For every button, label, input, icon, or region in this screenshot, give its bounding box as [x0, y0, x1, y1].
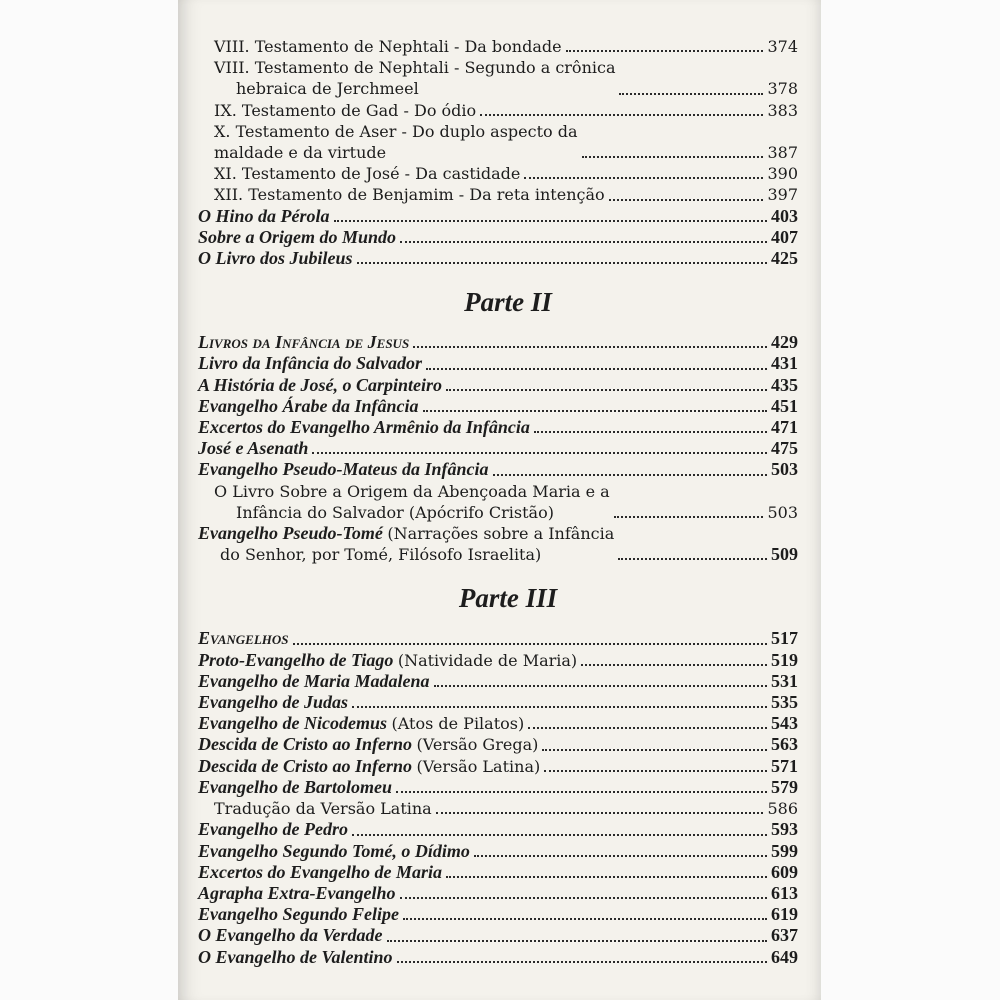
toc-entry-title: Evangelho Segundo Tomé, o Dídimo — [198, 840, 470, 861]
toc-entry-page: 383 — [767, 100, 798, 120]
toc-entry-title: Excertos do Evangelho Armênio da Infância — [198, 417, 530, 438]
toc-entry-title: Evangelho de Bartolomeu — [198, 776, 393, 797]
toc-entry-page: 425 — [771, 248, 798, 269]
toc-entry-title: O Hino da Pérola — [198, 205, 330, 226]
toc-entry — [198, 248, 798, 269]
toc-entry-title: Tradução da Versão Latina — [214, 799, 432, 819]
leader-dots — [618, 558, 767, 560]
toc-entry — [198, 227, 798, 248]
leader-dots — [582, 156, 764, 158]
toc-entry — [198, 947, 798, 968]
leader-dots — [609, 199, 764, 201]
leader-dots — [403, 918, 767, 920]
toc-entry-title: Livros da Infância de Jesus — [198, 332, 410, 353]
leader-dots — [619, 93, 763, 95]
toc-entry-title: O Evangelho da Verdade — [198, 925, 383, 946]
toc-entry-page: 429 — [771, 332, 798, 353]
leader-dots — [446, 876, 767, 878]
toc-entry-page: 519 — [771, 649, 798, 670]
leader-dots — [400, 241, 767, 243]
toc-entry — [198, 798, 798, 819]
toc-entry-title: Evangelho de Pedro — [198, 819, 348, 840]
toc-entry — [198, 862, 798, 883]
toc-entry-title: O Livro Sobre a Origem da Abençoada Maria e a — [214, 481, 610, 501]
leader-dots — [542, 749, 767, 751]
toc-entry — [198, 756, 798, 777]
leader-dots — [357, 262, 767, 264]
toc-entry-title: Evangelho de Nicodemus — [198, 713, 387, 734]
toc-entry-description: (Versão Latina) — [416, 756, 541, 776]
toc-entry-title: Evangelho Árabe da Infância — [198, 395, 419, 416]
toc-entry-page: 435 — [771, 374, 798, 395]
toc-entry-title: Proto-Evangelho de Tiago — [198, 649, 394, 670]
toc-entry — [198, 650, 798, 671]
leader-dots — [544, 770, 767, 772]
toc-entry — [198, 353, 798, 374]
toc-entry-page: 619 — [771, 904, 798, 925]
toc-entry — [198, 713, 798, 734]
toc-entry — [198, 777, 798, 798]
toc-entry-page: 503 — [771, 459, 798, 480]
toc-entry-title: Livro da Infância do Salvador — [198, 353, 423, 374]
toc-entry — [198, 57, 798, 99]
toc-entry-title: Agrapha Extra-Evangelho — [198, 882, 396, 903]
leader-dots — [387, 940, 768, 942]
toc-entry-page: 517 — [771, 628, 798, 649]
toc-entry-title: Descida de Cristo ao Inferno — [198, 755, 413, 776]
part-heading: Parte III — [458, 583, 558, 614]
leader-dots — [581, 664, 767, 666]
toc-entry — [198, 692, 798, 713]
leader-dots — [614, 516, 764, 518]
toc-entry-title: X. Testamento de Aser - Do duplo aspecto da — [214, 121, 578, 141]
toc-entry-page: 387 — [767, 143, 798, 163]
toc-entry — [198, 841, 798, 862]
toc-entry-title: VIII. Testamento de Nephtali - Da bondade — [214, 37, 562, 56]
toc-entry-page: 378 — [767, 79, 798, 99]
toc-entry-page: 637 — [771, 925, 798, 946]
toc-entry-page: 471 — [771, 417, 798, 438]
toc-entry-title: IX. Testamento de Gad - Do ódio — [214, 100, 477, 120]
toc-entry-title: VIII. Testamento de Nephtali - Segundo a crônica — [214, 58, 616, 78]
toc-entry — [198, 375, 798, 396]
toc-entry — [198, 36, 798, 57]
leader-dots — [474, 855, 767, 857]
leader-dots — [352, 834, 767, 836]
toc-entry — [198, 396, 798, 417]
leader-dots — [413, 346, 767, 348]
part-heading: Parte II — [464, 287, 552, 318]
leader-dots — [436, 812, 764, 814]
toc-entry — [198, 523, 798, 565]
toc-entry-title: Evangelho de Maria Madalena — [198, 670, 430, 691]
toc-entry-description: (Narrações sobre a Infância — [387, 524, 615, 544]
toc-entry-title: Evangelhos — [198, 628, 289, 649]
toc-entry-title: XII. Testamento de Benjamim - Da reta intenção — [214, 185, 605, 205]
toc-entry-page: 535 — [771, 692, 798, 713]
toc-entry — [198, 100, 798, 121]
toc-entry-title: XI. Testamento de José - Da castidade — [214, 164, 521, 184]
toc-entry-title: Evangelho Pseudo-Tomé — [198, 523, 383, 544]
leader-dots — [528, 727, 767, 729]
toc-entry-title: O Livro dos Jubileus — [198, 248, 353, 269]
toc-entry-title-continued: Infância do Salvador (Apócrifo Cristão) — [236, 502, 554, 522]
toc-entry-page: 407 — [771, 226, 798, 247]
toc-entry-title: José e Asenath — [198, 438, 309, 459]
toc-entry-page: 431 — [771, 353, 798, 374]
toc-entry — [198, 904, 798, 925]
toc-entry — [198, 206, 798, 227]
toc-entry-title: A História de José, o Carpinteiro — [198, 374, 443, 395]
toc-entry-title: Evangelho Pseudo-Mateus da Infância — [198, 459, 489, 480]
leader-dots — [566, 50, 764, 52]
toc-entry-title: Descida de Cristo ao Inferno — [198, 734, 413, 755]
leader-dots — [423, 410, 767, 412]
leader-dots — [524, 177, 763, 179]
table-of-contents — [198, 36, 798, 968]
toc-entry-page: 593 — [771, 819, 798, 840]
toc-entry-title: O Evangelho de Valentino — [198, 946, 393, 967]
toc-entry — [198, 883, 798, 904]
toc-entry — [198, 628, 798, 649]
toc-entry-page: 451 — [771, 395, 798, 416]
leader-dots — [434, 685, 767, 687]
leader-dots — [426, 368, 767, 370]
leader-dots — [334, 220, 767, 222]
toc-entry — [198, 417, 798, 438]
toc-entry-page: 586 — [767, 799, 798, 819]
leader-dots — [396, 791, 767, 793]
toc-entry — [198, 734, 798, 755]
leader-dots — [352, 706, 767, 708]
toc-entry-title: Evangelho de Judas — [198, 692, 349, 713]
toc-entry — [198, 163, 798, 184]
toc-entry — [198, 184, 798, 205]
toc-entry — [198, 438, 798, 459]
toc-entry-page: 571 — [771, 755, 798, 776]
toc-entry-page: 397 — [767, 185, 798, 205]
toc-entry-title: Evangelho Segundo Felipe — [198, 904, 400, 925]
leader-dots — [400, 897, 767, 899]
toc-entry-title-continued: hebraica de Jerchmeel — [236, 79, 419, 99]
leader-dots — [534, 431, 767, 433]
toc-entry-page: 374 — [767, 37, 798, 56]
toc-entry-page: 649 — [771, 946, 798, 967]
leader-dots — [493, 474, 767, 476]
leader-dots — [293, 643, 767, 645]
toc-entry-page: 563 — [771, 734, 798, 755]
toc-entry-page: 543 — [771, 713, 798, 734]
toc-entry-description: (Atos de Pilatos) — [391, 714, 525, 734]
toc-entry-title: Excertos do Evangelho de Maria — [198, 861, 443, 882]
toc-entry-page: 609 — [771, 861, 798, 882]
toc-entry-page: 403 — [771, 205, 798, 226]
toc-entry-page: 509 — [771, 544, 798, 565]
toc-entry-description-continued: do Senhor, por Tomé, Filósofo Israelita) — [220, 545, 542, 565]
toc-entry-page: 579 — [771, 776, 798, 797]
toc-entry — [198, 671, 798, 692]
leader-dots — [312, 452, 767, 454]
toc-entry — [198, 459, 798, 480]
toc-entry-title: Sobre a Origem do Mundo — [198, 226, 397, 247]
toc-entry — [198, 481, 798, 523]
toc-entry-title-continued: maldade e da virtude — [214, 143, 387, 163]
toc-entry-description: (Natividade de Maria) — [397, 650, 578, 670]
toc-entry-description: (Versão Grega) — [416, 735, 539, 755]
leader-dots — [446, 389, 767, 391]
toc-entry-page: 475 — [771, 438, 798, 459]
toc-entry — [198, 925, 798, 946]
toc-entry-page: 503 — [767, 502, 798, 522]
toc-entry-page: 613 — [771, 882, 798, 903]
leader-dots — [397, 961, 767, 963]
toc-entry — [198, 819, 798, 840]
leader-dots — [480, 114, 763, 116]
toc-entry-page: 599 — [771, 840, 798, 861]
toc-entry-page: 390 — [767, 164, 798, 184]
toc-entry — [198, 332, 798, 353]
toc-entry-page: 531 — [771, 670, 798, 691]
toc-entry — [198, 121, 798, 163]
